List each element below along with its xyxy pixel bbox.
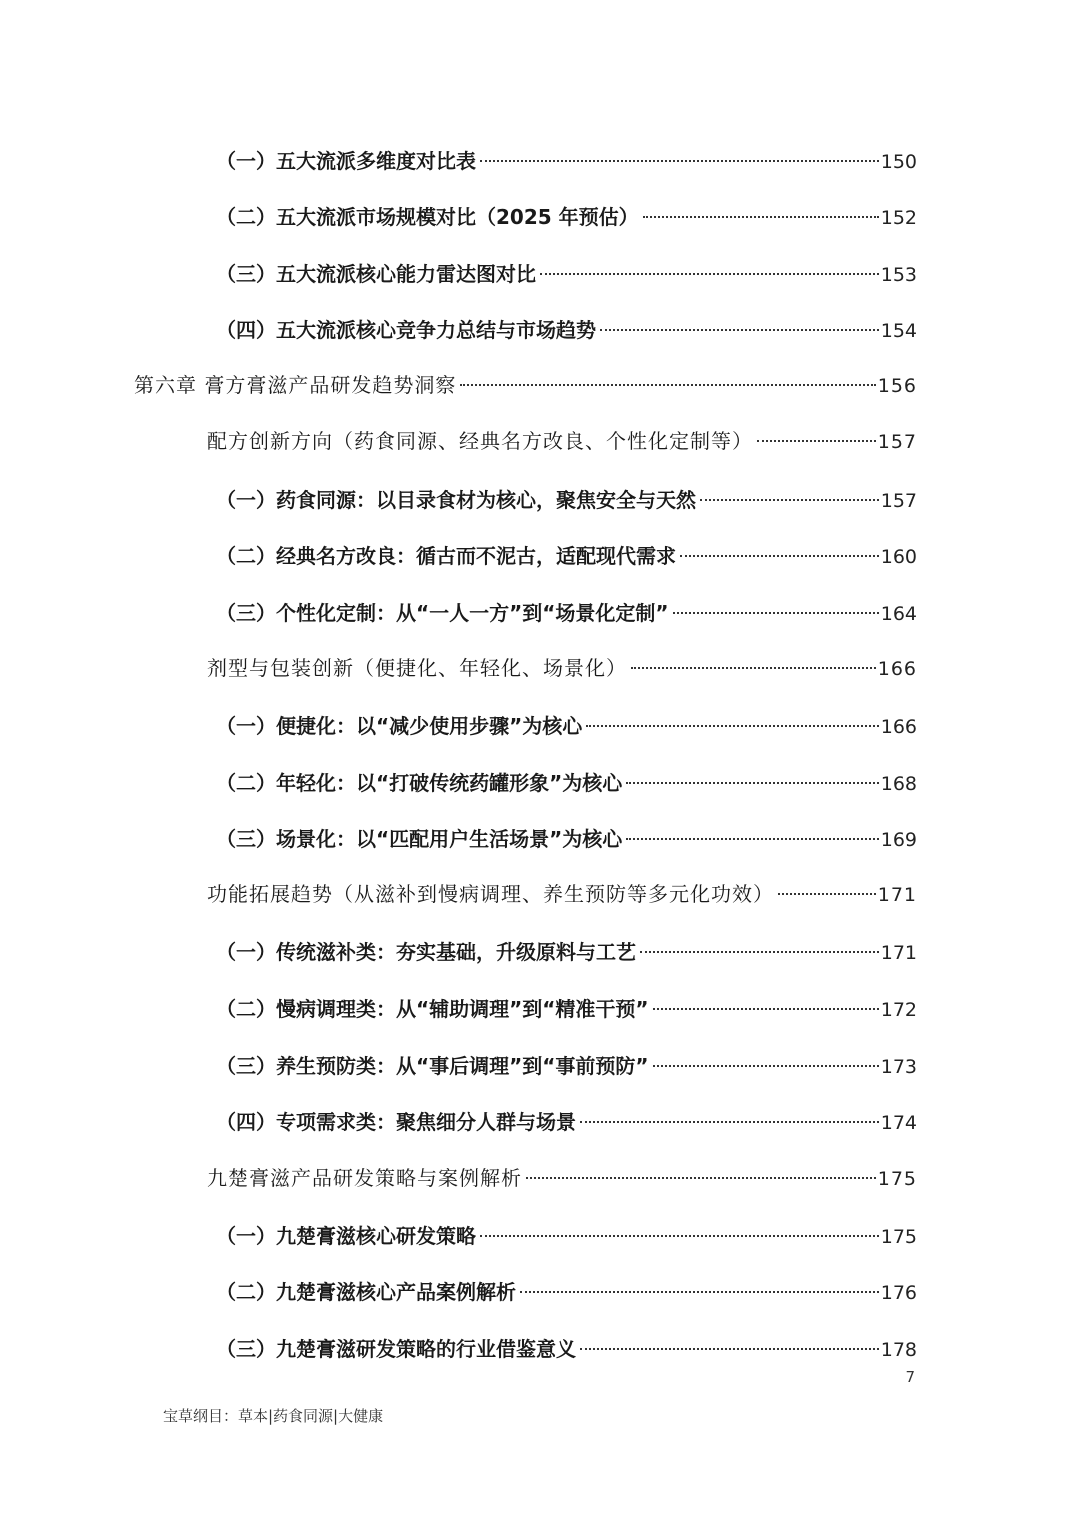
dot-leader <box>580 1348 879 1350</box>
toc-entry[interactable] <box>216 823 917 855</box>
toc-entry-page: 157 <box>877 431 917 453</box>
dot-leader <box>626 838 878 840</box>
dot-leader <box>580 1121 879 1123</box>
toc-entry-title: （二）经典名方改良：循古而不泥古，适配现代需求 <box>216 544 676 568</box>
dot-leader <box>480 1235 879 1237</box>
toc-entry[interactable] <box>216 145 917 177</box>
toc-entry-title: （三）个性化定制：从“一人一方”到“场景化定制” <box>216 601 669 625</box>
toc-entry[interactable] <box>207 425 917 457</box>
toc-entry-page: 174 <box>880 1112 917 1134</box>
toc-entry-title: （三）养生预防类：从“事后调理”到“事前预防” <box>216 1054 649 1078</box>
toc-entry[interactable] <box>216 936 917 968</box>
toc-entry[interactable] <box>216 1333 917 1365</box>
toc-entry-page: 153 <box>880 264 917 286</box>
dot-leader <box>700 499 879 501</box>
dot-leader <box>653 1008 879 1010</box>
toc-entry-title: （一）九楚膏滋核心研发策略 <box>216 1224 476 1248</box>
footer-text: 宝草纲目：草本|药食同源|大健康 <box>163 1407 384 1425</box>
dot-leader <box>586 725 878 727</box>
toc-entry[interactable] <box>216 1050 917 1082</box>
toc-entry-page: 172 <box>880 999 917 1021</box>
toc-entry[interactable] <box>216 1106 917 1138</box>
toc-entry-title: 功能拓展趋势（从滋补到慢病调理、养生预防等多元化功效） <box>207 882 774 906</box>
toc-entry-title: （三）场景化：以“匹配用户生活场景”为核心 <box>216 827 623 851</box>
toc-entry-page: 178 <box>880 1339 917 1361</box>
toc-entry-page: 156 <box>877 375 917 397</box>
dot-leader <box>460 384 875 386</box>
toc-entry-page: 154 <box>880 320 917 342</box>
toc-entry-page: 169 <box>880 829 917 851</box>
dot-leader <box>757 440 876 442</box>
toc-entry-title: （一）便捷化：以“减少使用步骤”为核心 <box>216 714 583 738</box>
toc-entry-title: （三）九楚膏滋研发策略的行业借鉴意义 <box>216 1337 576 1361</box>
dot-leader <box>673 612 879 614</box>
toc-entry-title: （二）五大流派市场规模对比（2025 年预估） <box>216 205 639 229</box>
toc-entry-title: 第六章 膏方膏滋产品研发趋势洞察 <box>134 373 457 397</box>
dot-leader <box>540 273 879 275</box>
toc-entry[interactable] <box>216 258 917 290</box>
dot-leader <box>653 1065 879 1067</box>
toc-entry[interactable] <box>216 201 917 233</box>
toc-entry-title: 剂型与包装创新（便捷化、年轻化、场景化） <box>207 656 627 680</box>
toc-entry[interactable] <box>216 484 917 516</box>
toc-entry-page: 175 <box>880 1226 917 1248</box>
toc-entry-page: 171 <box>880 942 917 964</box>
toc-entry-title: （二）九楚膏滋核心产品案例解析 <box>216 1280 516 1304</box>
toc-entry-title: （一）药食同源：以目录食材为核心，聚焦安全与天然 <box>216 488 696 512</box>
dot-leader <box>480 160 879 162</box>
toc-entry-title: （一）传统滋补类：夯实基础，升级原料与工艺 <box>216 940 636 964</box>
toc-entry-title: （四）五大流派核心竞争力总结与市场趋势 <box>216 318 596 342</box>
toc-entry[interactable] <box>207 878 917 910</box>
toc-entry-page: 176 <box>880 1282 917 1304</box>
toc-entry[interactable] <box>216 767 917 799</box>
toc-entry-page: 166 <box>877 658 917 680</box>
dot-leader <box>600 329 879 331</box>
toc-entry-title: （二）慢病调理类：从“辅助调理”到“精准干预” <box>216 997 649 1021</box>
toc-entry-page: 160 <box>880 546 917 568</box>
toc-entry-page: 157 <box>880 490 917 512</box>
toc-entry-page: 166 <box>880 716 917 738</box>
toc-entry-page: 164 <box>880 603 917 625</box>
dot-leader <box>526 1177 876 1179</box>
toc-entry[interactable] <box>134 369 917 401</box>
dot-leader <box>520 1291 879 1293</box>
page-number: 7 <box>905 1368 915 1386</box>
dot-leader <box>778 893 876 895</box>
toc-entry[interactable] <box>216 540 917 572</box>
toc-entry-page: 175 <box>877 1168 917 1190</box>
toc-entry[interactable] <box>216 597 917 629</box>
toc-entry-title: （二）年轻化：以“打破传统药罐形象”为核心 <box>216 771 623 795</box>
toc-entry[interactable] <box>207 652 917 684</box>
dot-leader <box>626 782 878 784</box>
toc-entry-title: 九楚膏滋产品研发策略与案例解析 <box>207 1166 522 1190</box>
toc-entry[interactable] <box>216 710 917 742</box>
toc-entry-title: （三）五大流派核心能力雷达图对比 <box>216 262 536 286</box>
dot-leader <box>631 667 876 669</box>
toc-entry-title: 配方创新方向（药食同源、经典名方改良、个性化定制等） <box>207 429 753 453</box>
toc-entry-title: （四）专项需求类：聚焦细分人群与场景 <box>216 1110 576 1134</box>
toc-entry-page: 168 <box>880 773 917 795</box>
toc-entry[interactable] <box>216 993 917 1025</box>
toc-entry[interactable] <box>216 1220 917 1252</box>
toc-entry-page: 173 <box>880 1056 917 1078</box>
dot-leader <box>640 951 879 953</box>
dot-leader <box>643 216 879 218</box>
toc-entry[interactable] <box>216 1276 917 1308</box>
toc-entry[interactable] <box>216 314 917 346</box>
toc-entry-page: 171 <box>877 884 917 906</box>
toc-entry[interactable] <box>207 1162 917 1194</box>
dot-leader <box>680 555 879 557</box>
toc-entry-page: 150 <box>880 151 917 173</box>
toc-entry-title: （一）五大流派多维度对比表 <box>216 149 476 173</box>
toc-entry-page: 152 <box>880 207 917 229</box>
